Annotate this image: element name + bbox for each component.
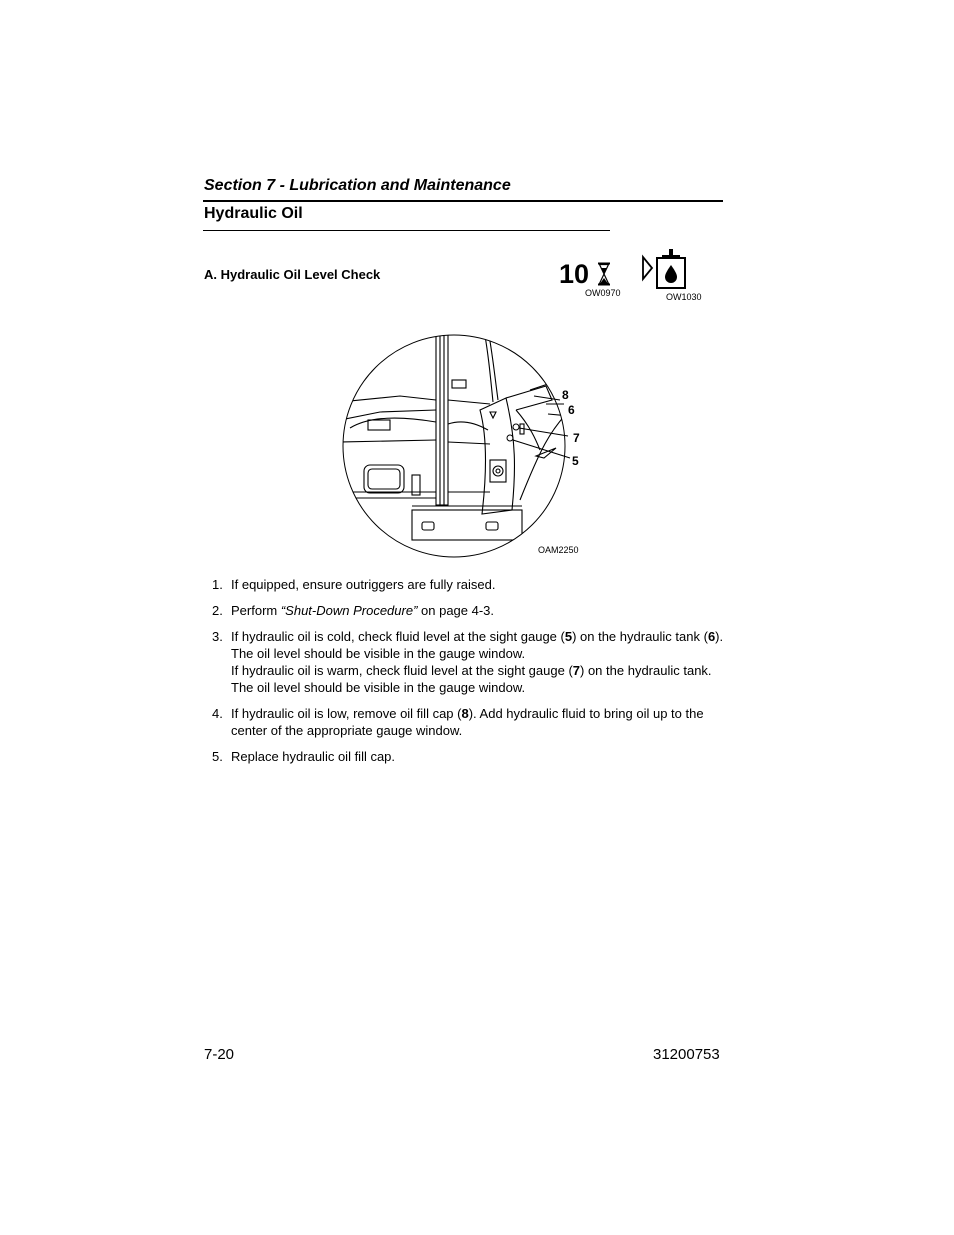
- step-2: [204, 602, 724, 619]
- document-number: 31200753: [653, 1046, 720, 1063]
- callout-reference: 8: [461, 706, 469, 721]
- step-number: 5.: [212, 749, 223, 764]
- step-number: 4.: [212, 706, 223, 721]
- procedure-reference: “Shut-Down Procedure”: [280, 603, 418, 618]
- step-number: 2.: [212, 603, 223, 618]
- step-text: Perform: [231, 603, 281, 618]
- step-4: [204, 705, 724, 739]
- step-3: [204, 628, 724, 696]
- step-text: If equipped, ensure outriggers are fully raised.: [231, 577, 496, 592]
- figure-code: OAM2250: [538, 545, 579, 555]
- step-text: If hydraulic oil is low, remove oil fill cap (: [231, 706, 462, 721]
- step-text: on page 4-3.: [417, 603, 495, 618]
- page-number: 7-20: [204, 1046, 235, 1063]
- hourglass-icon: [597, 262, 611, 286]
- callout-5: 5: [572, 454, 579, 468]
- hydraulic-oil-icon: [642, 248, 690, 290]
- procedure-heading: A. Hydraulic Oil Level Check: [204, 267, 381, 282]
- step-text: Replace hydraulic oil fill cap.: [231, 749, 396, 764]
- callout-8: 8: [562, 388, 569, 402]
- interval-code: OW0970: [585, 288, 621, 298]
- step-text: ). Add hydraulic fluid to bring oil up to the center of the appropriate gauge window.: [231, 706, 704, 738]
- procedure-steps: [204, 576, 724, 774]
- step-number: 1.: [212, 577, 223, 592]
- step-paragraph-warm: If hydraulic oil is warm, check fluid level at the sight gauge (7) on the hydraulic tank. The oil level should be visible in the gauge window.: [231, 663, 712, 695]
- machine-illustration: [340, 330, 600, 560]
- step-5: [204, 748, 724, 765]
- section-title: Section 7 - Lubrication and Maintenance: [204, 177, 511, 194]
- callout-6: 6: [568, 403, 575, 417]
- step-paragraph-cold: If hydraulic oil is cold, check fluid level at the sight gauge (5) on the hydraulic tank (6). The oil level should be visible in the gauge window.: [231, 629, 724, 661]
- hydraulic-tank-figure: [340, 330, 600, 560]
- subsection-rule: [203, 230, 610, 231]
- subsection-title: Hydraulic Oil: [204, 205, 303, 222]
- lubricant-code: OW1030: [666, 292, 702, 302]
- step-1: [204, 576, 724, 593]
- callout-7: 7: [573, 431, 580, 445]
- header-rule: [203, 200, 723, 202]
- step-number: 3.: [212, 629, 223, 644]
- interval-number: 10: [559, 259, 590, 289]
